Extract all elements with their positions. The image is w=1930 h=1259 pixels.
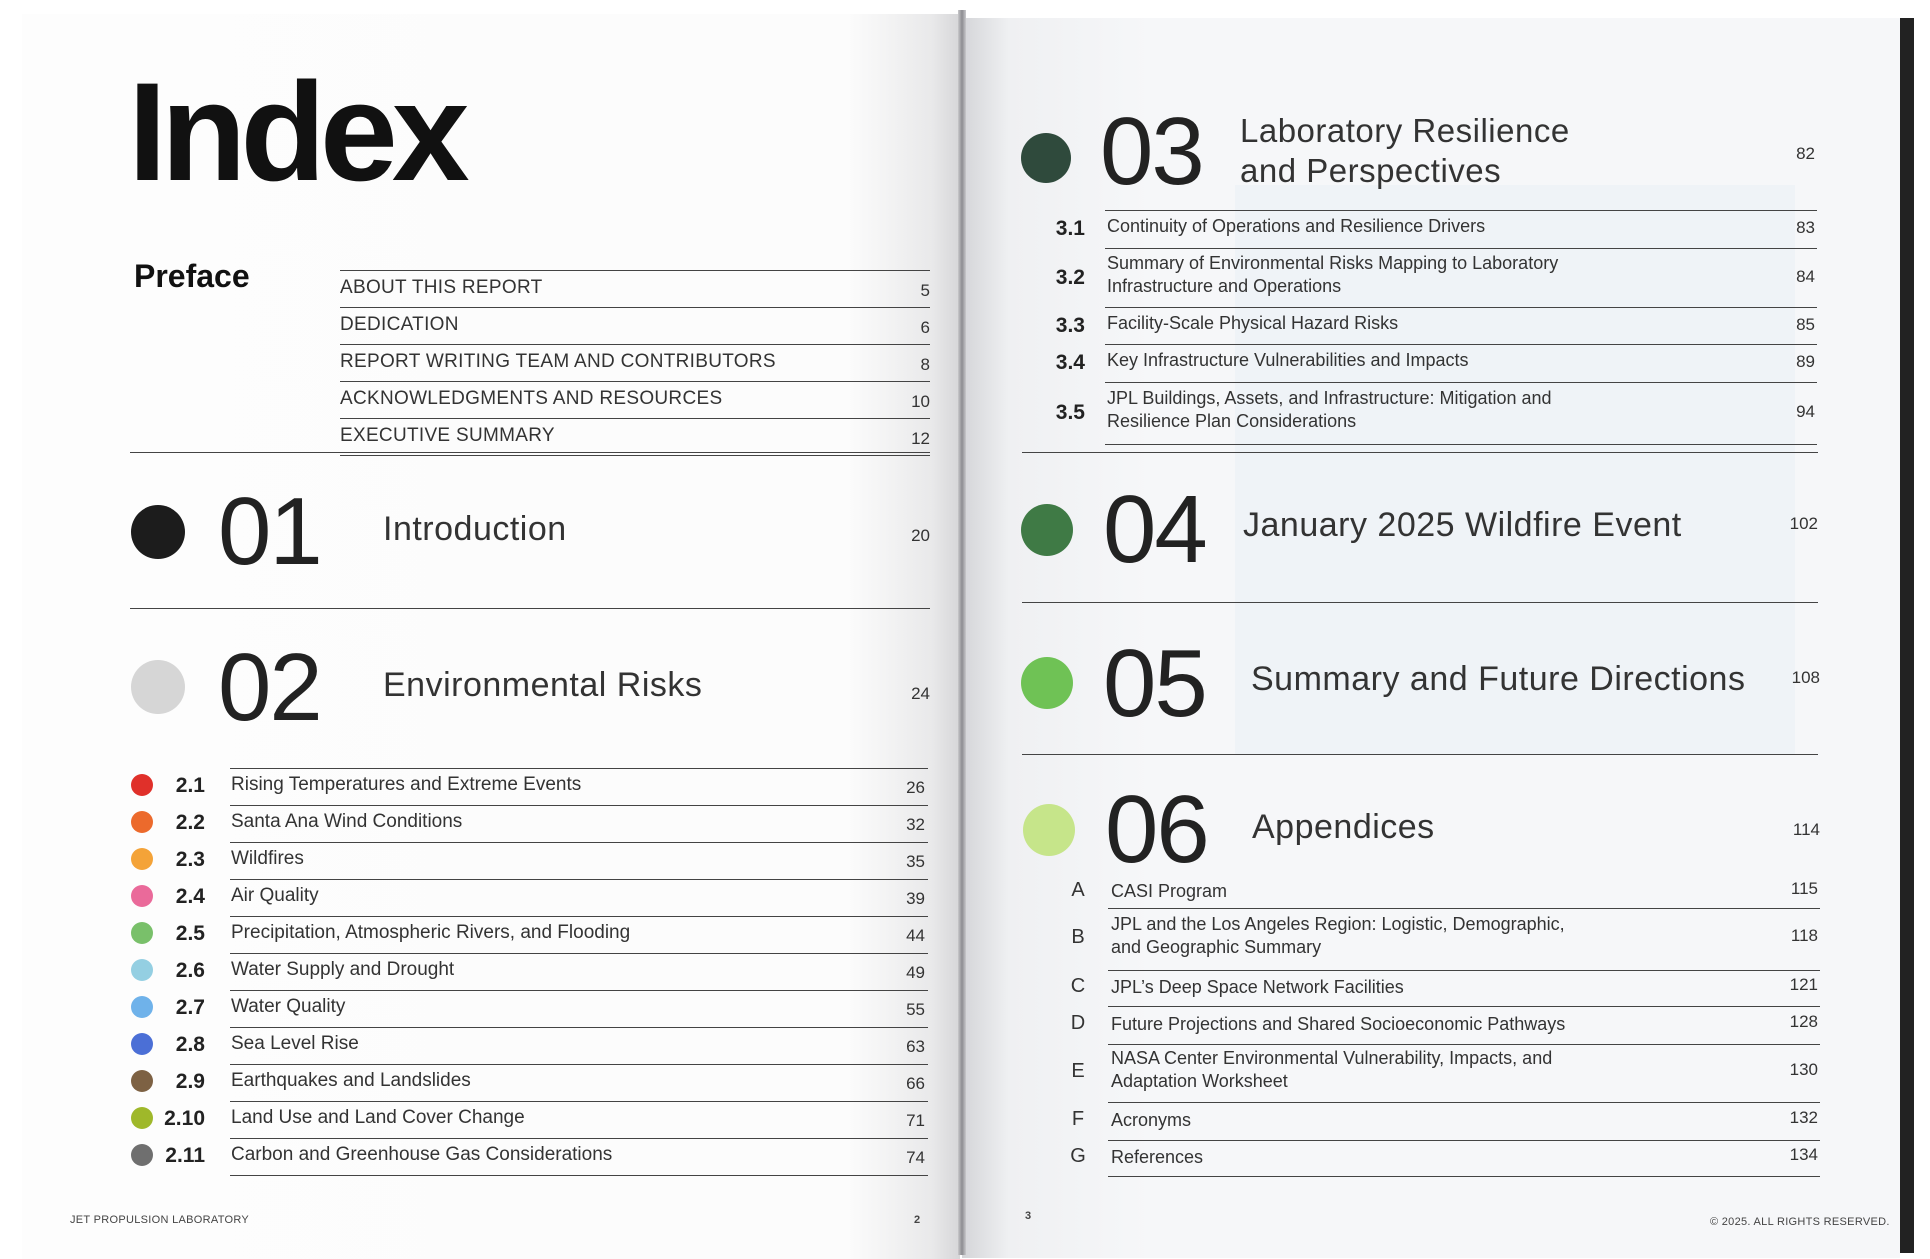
book-gutter xyxy=(958,10,966,1255)
divider xyxy=(230,990,928,991)
section-title[interactable]: Precipitation, Atmospheric Rivers, and Flooding xyxy=(231,922,631,943)
appendix-letter: E xyxy=(1071,1060,1085,1082)
section-page: 84 xyxy=(1796,266,1815,286)
divider xyxy=(230,1027,928,1028)
divider xyxy=(130,452,930,453)
chapter-03-title-line2[interactable]: and Perspectives xyxy=(1240,152,1502,189)
section-page: 83 xyxy=(1796,218,1815,237)
section-title-line2[interactable]: Infrastructure and Operations xyxy=(1107,275,1342,296)
appendix-title[interactable]: CASI Program xyxy=(1111,881,1228,901)
preface-item-page: 6 xyxy=(920,318,930,337)
section-title[interactable]: Earthquakes and Landslides xyxy=(231,1070,471,1091)
appendix-letter: G xyxy=(1070,1145,1086,1167)
divider xyxy=(1022,602,1818,603)
section-number: 2.2 xyxy=(175,811,205,834)
divider xyxy=(130,608,930,609)
section-number: 2.5 xyxy=(175,922,205,945)
divider xyxy=(1108,1176,1820,1177)
appendix-letter: A xyxy=(1071,879,1085,901)
divider xyxy=(230,953,928,954)
chapter-04-number: 04 xyxy=(1103,476,1206,583)
divider xyxy=(1105,307,1817,308)
chapter-03-dot-icon xyxy=(1021,133,1071,183)
divider xyxy=(340,418,930,419)
section-title-line2[interactable]: Resilience Plan Considerations xyxy=(1107,411,1357,431)
divider xyxy=(230,879,928,880)
section-title[interactable]: Continuity of Operations and Resilience Drivers xyxy=(1107,216,1486,236)
section-page: 49 xyxy=(906,963,925,982)
chapter-04-dot-icon xyxy=(1021,504,1073,556)
section-title[interactable]: Water Supply and Drought xyxy=(231,959,455,980)
divider xyxy=(340,455,930,456)
appendix-title-line1[interactable]: JPL and the Los Angeles Region: Logistic, Demographic, xyxy=(1111,914,1565,934)
section-title[interactable]: Key Infrastructure Vulnerabilities and Impacts xyxy=(1107,350,1469,370)
section-page: 55 xyxy=(906,1000,925,1019)
appendix-title-line2[interactable]: Adaptation Worksheet xyxy=(1111,1071,1288,1091)
chapter-02-dot-icon xyxy=(131,660,185,714)
section-number: 3.5 xyxy=(1055,401,1085,424)
footer-page-number-left: 2 xyxy=(914,1214,921,1226)
divider xyxy=(1105,344,1817,345)
preface-item-page: 8 xyxy=(920,355,930,374)
divider xyxy=(1022,452,1818,453)
appendix-title[interactable]: References xyxy=(1111,1147,1204,1167)
preface-heading: Preface xyxy=(134,258,250,294)
divider xyxy=(230,805,928,806)
section-page: 39 xyxy=(906,889,925,908)
preface-item-label[interactable]: EXECUTIVE SUMMARY xyxy=(340,425,555,446)
chapter-03-page: 82 xyxy=(1796,144,1815,163)
section-page: 26 xyxy=(906,778,925,797)
chapter-02-number: 02 xyxy=(218,634,321,741)
chapter-03-title-line1[interactable]: Laboratory Resilience xyxy=(1240,112,1570,149)
divider xyxy=(1105,210,1817,211)
divider xyxy=(230,1064,928,1065)
chapter-05-number: 05 xyxy=(1103,630,1206,737)
section-page: 71 xyxy=(906,1111,925,1130)
preface-item-page: 12 xyxy=(911,429,930,448)
divider xyxy=(1108,970,1820,971)
index-title: Index xyxy=(128,53,464,210)
section-number: 3.1 xyxy=(1055,217,1085,240)
section-title[interactable]: Facility-Scale Physical Hazard Risks xyxy=(1107,312,1399,333)
chapter-01-page: 20 xyxy=(911,526,930,545)
section-title[interactable]: Sea Level Rise xyxy=(231,1033,359,1054)
appendix-title-line2[interactable]: and Geographic Summary xyxy=(1111,937,1322,957)
footer-copyright: © 2025. ALL RIGHTS RESERVED. xyxy=(1710,1216,1890,1228)
section-number: 2.6 xyxy=(175,959,205,982)
footer-page-number-right: 3 xyxy=(1025,1210,1032,1222)
chapter-04-page: 102 xyxy=(1789,514,1818,533)
chapter-02-title[interactable]: Environmental Risks xyxy=(383,666,703,704)
section-page: 74 xyxy=(906,1148,925,1167)
appendix-title[interactable]: JPL’s Deep Space Network Facilities xyxy=(1111,977,1404,997)
section-title-line1[interactable]: JPL Buildings, Assets, and Infrastructure: Mitigation and xyxy=(1107,388,1552,408)
chapter-05-dot-icon xyxy=(1021,657,1073,709)
chapter-06-title[interactable]: Appendices xyxy=(1252,808,1435,846)
chapter-06-number: 06 xyxy=(1105,776,1208,883)
appendix-letter: D xyxy=(1070,1012,1086,1034)
section-page: 94 xyxy=(1796,402,1815,421)
preface-item-page: 5 xyxy=(920,281,930,300)
appendix-title[interactable]: Future Projections and Shared Socioeconomic Pathways xyxy=(1111,1014,1566,1034)
divider xyxy=(230,768,928,769)
appendix-page: 128 xyxy=(1789,1012,1818,1031)
divider xyxy=(340,307,930,308)
chapter-06-page: 114 xyxy=(1792,820,1820,839)
preface-item-page: 10 xyxy=(911,392,930,411)
preface-item-label[interactable]: ABOUT THIS REPORT xyxy=(340,277,543,298)
footer-organization: JET PROPULSION LABORATORY xyxy=(70,1214,250,1226)
section-number: 2.7 xyxy=(175,996,205,1019)
section-number: 2.1 xyxy=(175,774,205,797)
appendix-page: 115 xyxy=(1790,879,1818,898)
divider xyxy=(1108,1102,1820,1103)
chapter-01-title[interactable]: Introduction xyxy=(383,510,567,548)
divider xyxy=(340,381,930,382)
appendix-letter: C xyxy=(1070,975,1086,997)
divider xyxy=(1105,248,1817,249)
divider xyxy=(1108,1006,1820,1007)
section-title[interactable]: Wildfires xyxy=(231,848,304,869)
appendix-page: 121 xyxy=(1789,975,1818,994)
section-title[interactable]: Land Use and Land Cover Change xyxy=(231,1107,525,1128)
divider xyxy=(1105,444,1817,445)
section-number: 2.8 xyxy=(175,1033,205,1056)
section-number: 3.4 xyxy=(1055,351,1085,374)
section-number: 2.11 xyxy=(165,1144,205,1167)
divider xyxy=(1108,1044,1820,1045)
appendix-page: 134 xyxy=(1789,1145,1818,1164)
section-page: 44 xyxy=(906,926,925,945)
divider xyxy=(230,1175,928,1176)
section-number: 2.4 xyxy=(175,885,205,908)
section-number: 3.3 xyxy=(1055,313,1085,337)
section-title[interactable]: Air Quality xyxy=(231,885,319,906)
section-page: 35 xyxy=(906,852,925,871)
appendix-title-line1[interactable]: NASA Center Environmental Vulnerability, Impacts, and xyxy=(1111,1048,1553,1068)
divider xyxy=(1108,908,1820,909)
preface-item-label[interactable]: REPORT WRITING TEAM AND CONTRIBUTORS xyxy=(340,351,776,372)
appendix-letter: F xyxy=(1071,1108,1085,1130)
section-page: 66 xyxy=(906,1074,925,1093)
section-number: 2.10 xyxy=(164,1107,205,1130)
divider xyxy=(230,1138,928,1139)
divider xyxy=(1105,382,1817,383)
section-number: 3.2 xyxy=(1055,265,1085,289)
divider xyxy=(1022,754,1818,755)
section-title[interactable]: Rising Temperatures and Extreme Events xyxy=(231,774,582,795)
appendix-letter: B xyxy=(1071,926,1085,948)
section-title[interactable]: Santa Ana Wind Conditions xyxy=(231,811,463,832)
section-title[interactable]: Water Quality xyxy=(231,996,346,1017)
divider xyxy=(340,270,930,271)
chapter-01-number: 01 xyxy=(218,478,321,585)
chapter-05-page: 108 xyxy=(1791,668,1820,687)
appendix-page: 118 xyxy=(1790,926,1818,945)
appendix-title[interactable]: Acronyms xyxy=(1111,1110,1192,1130)
divider xyxy=(340,344,930,345)
section-page: 63 xyxy=(906,1037,925,1056)
chapter-05-title[interactable]: Summary and Future Directions xyxy=(1251,660,1746,698)
section-page: 89 xyxy=(1796,352,1815,371)
section-page: 32 xyxy=(906,815,925,834)
chapter-06-dot-icon xyxy=(1023,804,1075,856)
section-number: 2.9 xyxy=(175,1070,205,1093)
appendix-page: 130 xyxy=(1789,1060,1818,1079)
book-edge xyxy=(1900,18,1914,1253)
section-page: 85 xyxy=(1796,314,1815,334)
appendix-page: 132 xyxy=(1789,1108,1818,1127)
divider xyxy=(230,916,928,917)
section-title-line1[interactable]: Summary of Environmental Risks Mapping to Laboratory xyxy=(1107,252,1559,273)
divider xyxy=(1108,1140,1820,1141)
preface-item-label[interactable]: ACKNOWLEDGMENTS AND RESOURCES xyxy=(340,388,723,409)
divider xyxy=(230,1101,928,1102)
divider xyxy=(230,842,928,843)
section-title[interactable]: Carbon and Greenhouse Gas Considerations xyxy=(231,1144,613,1165)
chapter-01-dot-icon xyxy=(131,505,185,559)
chapter-04-title[interactable]: January 2025 Wildfire Event xyxy=(1243,506,1682,544)
section-number: 2.3 xyxy=(175,848,205,871)
preface-item-label[interactable]: DEDICATION xyxy=(340,314,459,335)
chapter-02-page: 24 xyxy=(911,684,930,703)
chapter-03-number: 03 xyxy=(1100,98,1203,205)
